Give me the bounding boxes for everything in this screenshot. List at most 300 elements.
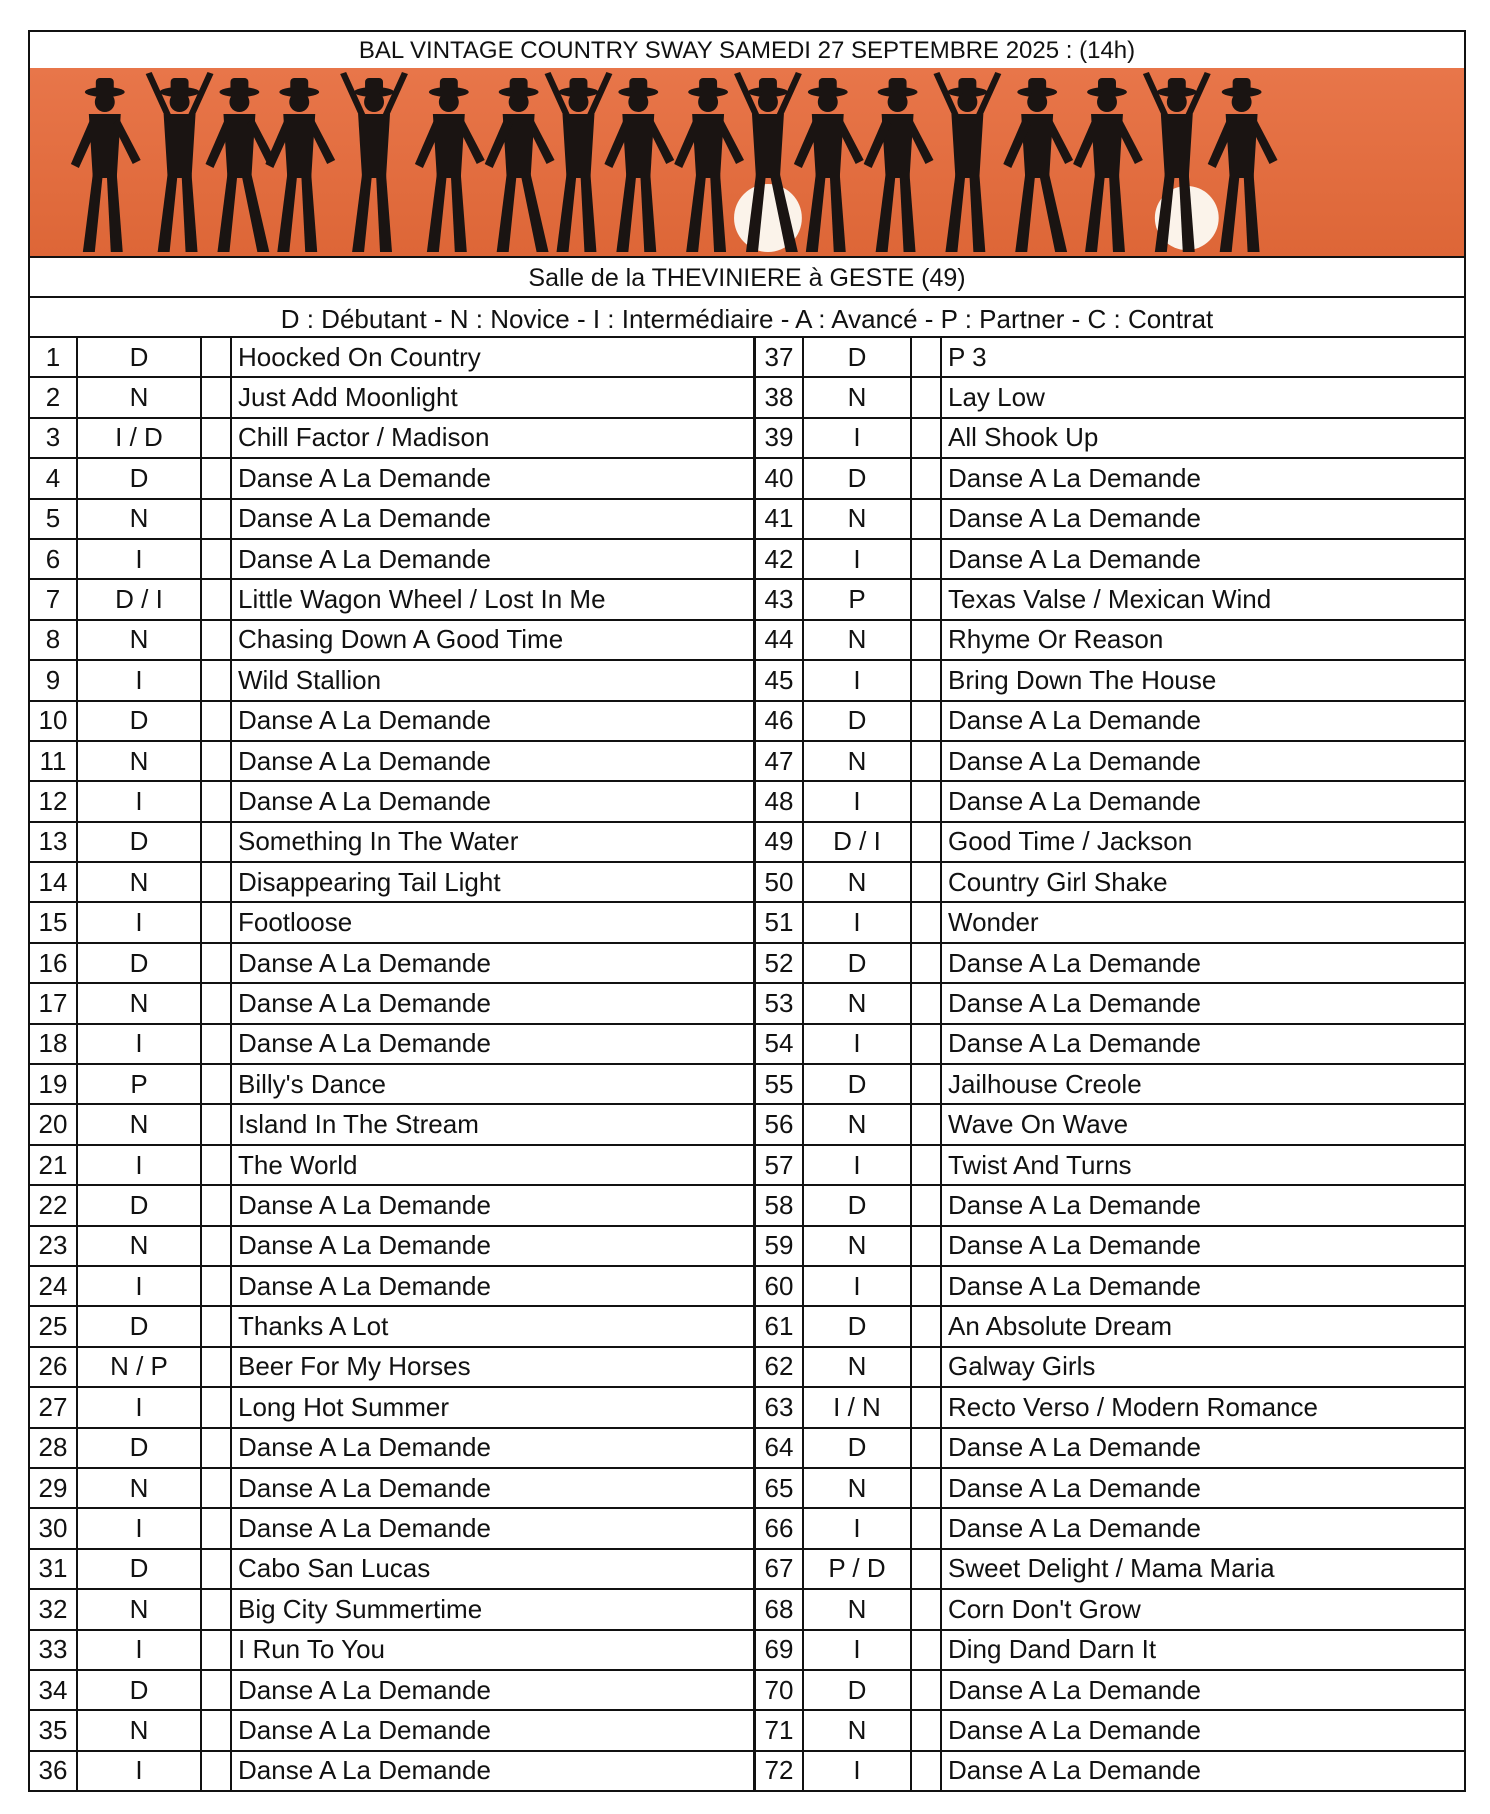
table-row [28,863,1466,903]
blank-cell [202,702,232,740]
dance-name: Danse A La Demande [942,540,1466,578]
dance-level: N [804,500,912,538]
blank-cell [202,1186,232,1224]
dance-name: I Run To You [232,1631,756,1669]
dance-number: 43 [756,580,804,618]
blank-cell [202,863,232,901]
blank-cell [202,782,232,820]
dancer-silhouette [340,72,408,252]
dance-number: 41 [756,500,804,538]
table-row [28,621,1466,661]
blank-cell [912,702,942,740]
dance-name: Danse A La Demande [942,984,1466,1022]
table-row [28,1711,1466,1751]
dance-level: P [78,1065,202,1103]
dance-level: D / I [804,823,912,861]
blank-cell [202,1509,232,1547]
blank-cell [202,378,232,416]
dance-name: Danse A La Demande [232,984,756,1022]
dance-name: Danse A La Demande [232,1267,756,1305]
dance-level: N [78,1590,202,1628]
dance-name: Danse A La Demande [942,1267,1466,1305]
blank-cell [912,1388,942,1426]
table-row [28,1752,1466,1792]
dance-number: 57 [756,1146,804,1184]
table-row [28,1509,1466,1549]
table-row [28,823,1466,863]
dance-level: D [804,1671,912,1709]
dance-number: 13 [28,823,78,861]
blank-cell [912,1671,942,1709]
dance-level: D [78,1307,202,1345]
dance-name: Danse A La Demande [232,1671,756,1709]
dance-name: Danse A La Demande [232,1025,756,1063]
dance-number: 60 [756,1267,804,1305]
blank-cell [202,1307,232,1345]
dance-number: 46 [756,702,804,740]
dance-name: Corn Don't Grow [942,1590,1466,1628]
blank-cell [912,1711,942,1749]
blank-cell [912,580,942,618]
dance-name: An Absolute Dream [942,1307,1466,1345]
dance-name: Danse A La Demande [232,459,756,497]
dance-number: 44 [756,621,804,659]
dancer-silhouette [1208,78,1278,252]
dance-level: I [78,1509,202,1547]
dance-level: I [78,540,202,578]
dance-name: Danse A La Demande [942,742,1466,780]
dance-number: 39 [756,419,804,457]
blank-cell [912,419,942,457]
dance-number: 12 [28,782,78,820]
dance-name: Ding Dand Darn It [942,1631,1466,1669]
dance-name: Billy's Dance [232,1065,756,1103]
dance-level: N [78,742,202,780]
table-row [28,419,1466,459]
level-legend: D : Débutant - N : Novice - I : Intermédiaire - A : Avancé - P : Partner - C : Contrat [28,296,1466,338]
dance-level: N / P [78,1348,202,1386]
venue-line: Salle de la THEVINIERE à GESTE (49) [28,256,1466,296]
table-row [28,1307,1466,1347]
dance-level: N [78,378,202,416]
dance-number: 58 [756,1186,804,1224]
dance-level: I [804,1631,912,1669]
dance-number: 15 [28,903,78,941]
blank-cell [912,378,942,416]
dance-name: Danse A La Demande [942,1711,1466,1749]
blank-cell [912,1186,942,1224]
dance-level: I [78,1388,202,1426]
blank-cell [202,459,232,497]
dance-number: 5 [28,500,78,538]
blank-cell [912,338,942,376]
dance-level: I [804,903,912,941]
blank-cell [202,823,232,861]
blank-cell [912,621,942,659]
dance-number: 51 [756,903,804,941]
dance-name: Texas Valse / Mexican Wind [942,580,1466,618]
dance-number: 35 [28,1711,78,1749]
dance-number: 45 [756,661,804,699]
dance-name: Danse A La Demande [232,944,756,982]
table-row [28,1105,1466,1145]
dance-number: 72 [756,1752,804,1790]
dancers-banner [28,68,1466,256]
event-title: BAL VINTAGE COUNTRY SWAY SAMEDI 27 SEPTEMBRE 2025 : (14h) [28,30,1466,68]
blank-cell [202,1711,232,1749]
table-row [28,1227,1466,1267]
table-row [28,459,1466,499]
blank-cell [202,580,232,618]
dance-level: N [804,1711,912,1749]
dance-number: 50 [756,863,804,901]
blank-cell [202,1267,232,1305]
dance-number: 23 [28,1227,78,1265]
dance-level: I [804,1509,912,1547]
dance-number: 55 [756,1065,804,1103]
table-row [28,661,1466,701]
dancer-silhouette [265,78,335,252]
dance-level: N [78,621,202,659]
dance-name: Danse A La Demande [942,1469,1466,1507]
dance-name: Thanks A Lot [232,1307,756,1345]
dance-number: 26 [28,1348,78,1386]
dance-number: 14 [28,863,78,901]
dance-level: I [78,1631,202,1669]
dance-number: 18 [28,1025,78,1063]
dance-name: Country Girl Shake [942,863,1466,901]
dance-level: P [804,580,912,618]
dance-number: 49 [756,823,804,861]
table-row [28,1065,1466,1105]
dance-name: Footloose [232,903,756,941]
blank-cell [912,1469,942,1507]
dance-name: Danse A La Demande [232,540,756,578]
dance-name: Danse A La Demande [942,1186,1466,1224]
dance-level: D [804,1186,912,1224]
dance-name: Chill Factor / Madison [232,419,756,457]
dance-level: D [804,338,912,376]
dance-name: Galway Girls [942,1348,1466,1386]
blank-cell [912,459,942,497]
blank-cell [202,1469,232,1507]
dance-number: 3 [28,419,78,457]
dance-name: Twist And Turns [942,1146,1466,1184]
table-row [28,1186,1466,1226]
dance-level: D [78,1186,202,1224]
dancer-silhouette [146,72,214,252]
dance-level: N [804,1227,912,1265]
dance-level: D [78,702,202,740]
dancer-silhouette [1073,78,1143,252]
table-row [28,500,1466,540]
dance-number: 70 [756,1671,804,1709]
blank-cell [912,782,942,820]
dance-number: 37 [756,338,804,376]
dance-number: 71 [756,1711,804,1749]
dance-name: Danse A La Demande [232,1429,756,1467]
dance-name: Island In The Stream [232,1105,756,1143]
dance-number: 7 [28,580,78,618]
dance-name: Danse A La Demande [942,1227,1466,1265]
dance-level: N [804,984,912,1022]
dancer-silhouette [206,78,276,252]
dance-name: Rhyme Or Reason [942,621,1466,659]
dance-number: 9 [28,661,78,699]
dancer-silhouette [485,78,555,252]
table-row [28,1025,1466,1065]
blank-cell [202,1590,232,1628]
dance-level: D [804,1429,912,1467]
dance-name: P 3 [942,338,1466,376]
blank-cell [912,1631,942,1669]
blank-cell [202,903,232,941]
dance-name: Beer For My Horses [232,1348,756,1386]
dance-level: I [78,1752,202,1790]
blank-cell [202,621,232,659]
dance-level: D [804,1307,912,1345]
dance-number: 29 [28,1469,78,1507]
dance-number: 17 [28,984,78,1022]
blank-cell [912,1509,942,1547]
table-row [28,540,1466,580]
blank-cell [912,944,942,982]
dance-level: N [78,1227,202,1265]
dance-number: 69 [756,1631,804,1669]
dance-name: Jailhouse Creole [942,1065,1466,1103]
dance-name: Long Hot Summer [232,1388,756,1426]
dance-name: Wild Stallion [232,661,756,699]
dance-level: I [804,419,912,457]
blank-cell [912,1267,942,1305]
dance-level: P / D [804,1550,912,1588]
blank-cell [202,1227,232,1265]
dance-level: I [804,661,912,699]
dance-name: Danse A La Demande [232,1711,756,1749]
blank-cell [912,1105,942,1143]
line-dancers-silhouette-illustration [30,68,1464,256]
dance-level: I [78,782,202,820]
dance-level: I [78,661,202,699]
dance-number: 11 [28,742,78,780]
dance-level: D [804,944,912,982]
dance-level: N [78,984,202,1022]
dance-level: D [78,1429,202,1467]
dance-level: N [78,500,202,538]
dance-name: Danse A La Demande [232,782,756,820]
table-row [28,1671,1466,1711]
dance-level: N [804,1469,912,1507]
dance-level: N [804,1105,912,1143]
dance-number: 67 [756,1550,804,1588]
table-row [28,1267,1466,1307]
blank-cell [912,1227,942,1265]
dance-level: N [78,1469,202,1507]
dance-name: Danse A La Demande [942,1752,1466,1790]
dance-number: 68 [756,1590,804,1628]
dance-level: I [804,782,912,820]
blank-cell [202,1631,232,1669]
dance-number: 34 [28,1671,78,1709]
dance-level: N [804,621,912,659]
blank-cell [202,1025,232,1063]
dance-number: 65 [756,1469,804,1507]
blank-cell [912,1146,942,1184]
dance-name: Danse A La Demande [942,1025,1466,1063]
dance-name: The World [232,1146,756,1184]
dance-level: I [804,1752,912,1790]
dance-number: 42 [756,540,804,578]
blank-cell [912,984,942,1022]
dance-number: 38 [756,378,804,416]
dance-level: D [78,1671,202,1709]
dance-name: Danse A La Demande [942,459,1466,497]
dance-level: D [78,338,202,376]
blank-cell [912,1752,942,1790]
dance-level: D [804,459,912,497]
dance-name: Danse A La Demande [942,1509,1466,1547]
dancer-silhouette [415,78,485,252]
dance-number: 56 [756,1105,804,1143]
dance-name: All Shook Up [942,419,1466,457]
dance-number: 31 [28,1550,78,1588]
dance-number: 64 [756,1429,804,1467]
table-row [28,782,1466,822]
dance-name: Hoocked On Country [232,338,756,376]
blank-cell [202,1348,232,1386]
dance-number: 52 [756,944,804,982]
dance-level: I [804,540,912,578]
blank-cell [202,1550,232,1588]
table-row [28,338,1466,378]
dance-number: 27 [28,1388,78,1426]
dance-level: N [78,1105,202,1143]
dance-level: I [78,903,202,941]
blank-cell [912,1025,942,1063]
dance-name: Little Wagon Wheel / Lost In Me [232,580,756,618]
dance-name: Sweet Delight / Mama Maria [942,1550,1466,1588]
dancer-silhouette [1003,78,1073,252]
blank-cell [202,419,232,457]
dance-level: D [78,944,202,982]
dance-name: Something In The Water [232,823,756,861]
dance-number: 2 [28,378,78,416]
dance-name: Danse A La Demande [942,1671,1466,1709]
table-row [28,1429,1466,1469]
dance-number: 40 [756,459,804,497]
dance-name: Danse A La Demande [232,1227,756,1265]
dance-level: I [78,1267,202,1305]
table-row [28,1590,1466,1630]
dance-number: 21 [28,1146,78,1184]
dance-level: D [804,702,912,740]
dance-number: 33 [28,1631,78,1669]
blank-cell [912,540,942,578]
dance-number: 62 [756,1348,804,1386]
dance-level: I / N [804,1388,912,1426]
dance-number: 10 [28,702,78,740]
dance-level: N [804,1348,912,1386]
blank-cell [912,500,942,538]
blank-cell [202,1388,232,1426]
blank-cell [202,1752,232,1790]
dance-level: I [804,1146,912,1184]
dance-level: N [78,863,202,901]
dance-name: Danse A La Demande [232,1469,756,1507]
dance-level: N [78,1711,202,1749]
blank-cell [202,1146,232,1184]
dance-name: Recto Verso / Modern Romance [942,1388,1466,1426]
dance-level: N [804,1590,912,1628]
dancer-silhouette [864,78,934,252]
blank-cell [912,1307,942,1345]
dance-level: D [78,1550,202,1588]
blank-cell [912,742,942,780]
blank-cell [202,944,232,982]
dancer-silhouette [71,78,141,252]
dance-number: 53 [756,984,804,1022]
dance-level: D [78,823,202,861]
dance-name: Danse A La Demande [232,702,756,740]
dance-number: 30 [28,1509,78,1547]
dance-level: I [804,1025,912,1063]
table-row [28,903,1466,943]
blank-cell [202,1671,232,1709]
dance-name: Big City Summertime [232,1590,756,1628]
dance-level: D [78,459,202,497]
blank-cell [202,540,232,578]
blank-cell [202,984,232,1022]
dance-number: 32 [28,1590,78,1628]
dance-name: Disappearing Tail Light [232,863,756,901]
table-row [28,1550,1466,1590]
blank-cell [912,661,942,699]
dance-program-sheet [28,30,1466,1792]
table-row [28,580,1466,620]
blank-cell [912,823,942,861]
dance-name: Danse A La Demande [232,1186,756,1224]
dance-name: Good Time / Jackson [942,823,1466,861]
dance-name: Bring Down The House [942,661,1466,699]
dance-name: Just Add Moonlight [232,378,756,416]
dance-number: 8 [28,621,78,659]
table-row [28,1388,1466,1428]
dance-level: I [78,1146,202,1184]
dance-level: I / D [78,419,202,457]
table-row [28,944,1466,984]
dance-level: N [804,742,912,780]
blank-cell [912,1590,942,1628]
dance-name: Danse A La Demande [942,1429,1466,1467]
dance-name: Danse A La Demande [942,782,1466,820]
blank-cell [202,661,232,699]
dance-number: 25 [28,1307,78,1345]
dance-number: 6 [28,540,78,578]
dance-number: 20 [28,1105,78,1143]
dance-name: Danse A La Demande [942,702,1466,740]
dance-number: 54 [756,1025,804,1063]
dance-number: 1 [28,338,78,376]
table-row [28,1469,1466,1509]
dance-name: Cabo San Lucas [232,1550,756,1588]
table-row [28,984,1466,1024]
dancer-silhouette [794,78,864,252]
blank-cell [202,338,232,376]
dance-number: 36 [28,1752,78,1790]
dance-level: I [804,1267,912,1305]
dance-name: Danse A La Demande [232,1509,756,1547]
dance-level: D [804,1065,912,1103]
